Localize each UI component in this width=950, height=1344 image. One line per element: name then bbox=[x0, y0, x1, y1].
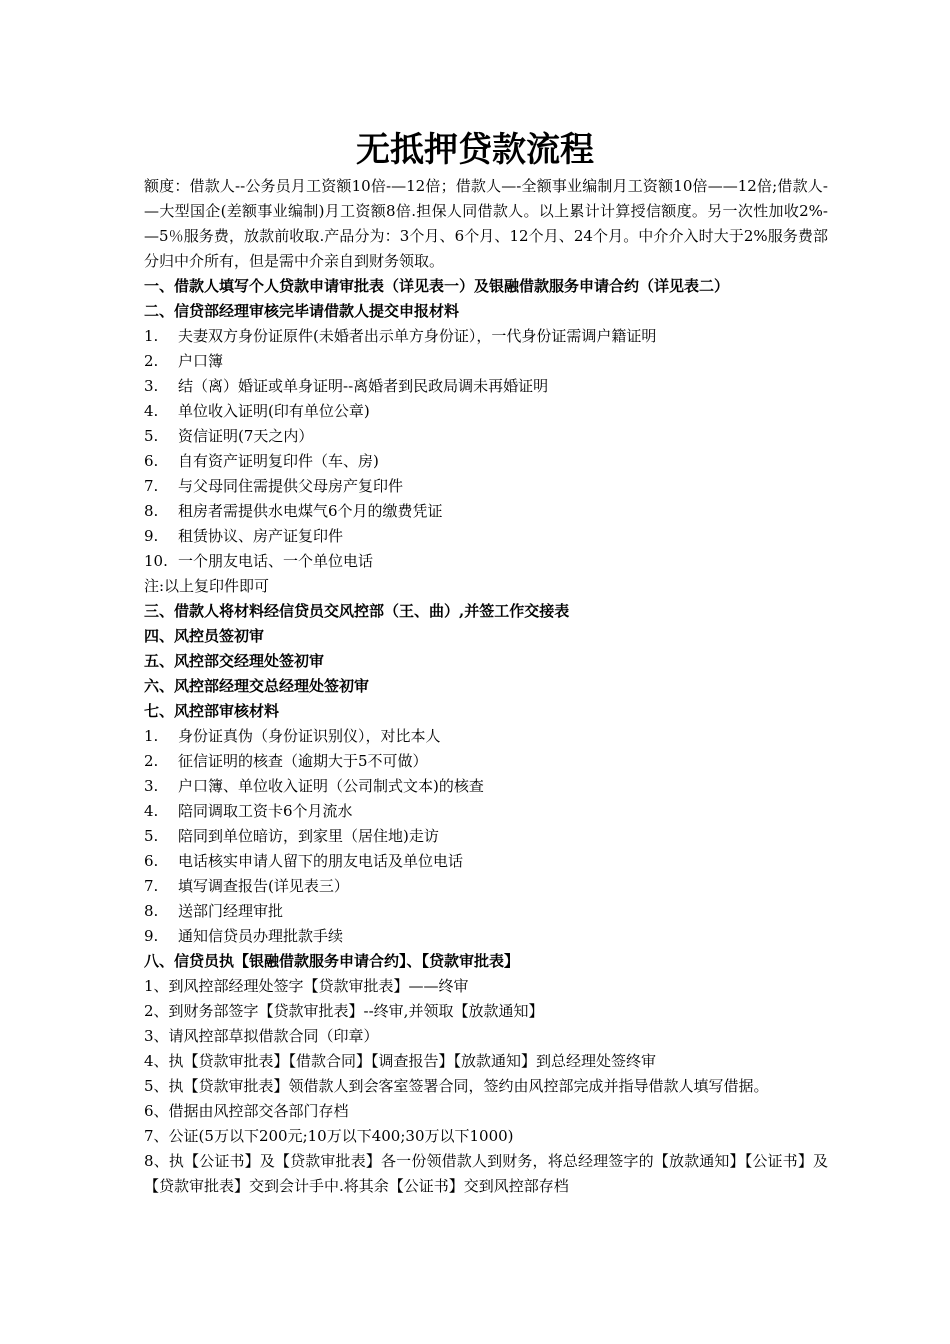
list-item: 5、执【贷款审批表】领借款人到会客室签署合同，签约由风控部完成并指导借款人填写借据。 bbox=[144, 1077, 769, 1095]
item-number: 5. bbox=[144, 427, 159, 445]
item-text: 资信证明(7天之内） bbox=[178, 427, 314, 445]
list-item bbox=[144, 374, 828, 399]
item-number: 6. bbox=[144, 452, 159, 470]
list-item bbox=[144, 474, 828, 499]
item-number: 2. bbox=[144, 752, 159, 770]
list-item: 7、公证(5万以下200元;10万以下400;30万以下1000) bbox=[144, 1127, 514, 1145]
document-body bbox=[144, 174, 828, 1199]
item-number: 8. bbox=[144, 902, 159, 920]
section-heading-5: 五、风控部交经理处签初审 bbox=[144, 652, 325, 670]
list-item: 4、执【贷款审批表】【借款合同】【调查报告】【放款通知】到总经理处签终审 bbox=[144, 1052, 657, 1070]
item-text: 电话核实申请人留下的朋友电话及单位电话 bbox=[178, 852, 464, 870]
document-title: 无抵押贷款流程 bbox=[356, 130, 594, 170]
item-number: 3. bbox=[144, 777, 159, 795]
list-item bbox=[144, 724, 828, 749]
item-number: 1. bbox=[144, 727, 159, 745]
list-item bbox=[144, 874, 828, 899]
item-number: 2. bbox=[144, 352, 159, 370]
item-number: 3. bbox=[144, 377, 159, 395]
list-item: 3、请风控部草拟借款合同（印章） bbox=[144, 1027, 379, 1045]
item-text: 填写调查报告(详见表三） bbox=[178, 877, 349, 895]
item-text: 自有资产证明复印件（车、房) bbox=[178, 452, 379, 470]
list-item: 6、借据由风控部交各部门存档 bbox=[144, 1102, 349, 1120]
item-number: 7. bbox=[144, 477, 159, 495]
materials-list bbox=[144, 324, 828, 574]
item-text: 一个朋友电话、一个单位电话 bbox=[178, 552, 374, 570]
item-number: 1. bbox=[144, 327, 159, 345]
section-heading-4: 四、风控员签初审 bbox=[144, 627, 265, 645]
note: 注:以上复印件即可 bbox=[144, 577, 270, 595]
list-item: 8、执【公证书】及【贷款审批表】各一份领借款人到财务，将总经理签字的【放款通知】【公证书】及【贷款审批表】交到会计手中.将其余【公证书】交到风控部存档 bbox=[144, 1152, 828, 1195]
list-item bbox=[144, 824, 828, 849]
loan-steps-list bbox=[144, 974, 828, 1199]
list-item bbox=[144, 774, 828, 799]
item-number: 5. bbox=[144, 827, 159, 845]
list-item bbox=[144, 549, 828, 574]
list-item bbox=[144, 799, 828, 824]
list-item: 2、到财务部签字【贷款审批表】--终审,并领取【放款通知】 bbox=[144, 1002, 544, 1020]
section-heading-7: 七、风控部审核材料 bbox=[144, 702, 280, 720]
item-text: 身份证真伪（身份证识别仪），对比本人 bbox=[178, 727, 441, 745]
list-item bbox=[144, 749, 828, 774]
section-heading-8: 八、信贷员执【银融借款服务申请合约】、【贷款审批表】 bbox=[144, 952, 520, 970]
list-item: 1、到风控部经理处签字【贷款审批表】——终审 bbox=[144, 977, 469, 995]
list-item bbox=[144, 349, 828, 374]
item-text: 陪同调取工资卡6个月流水 bbox=[178, 802, 353, 820]
list-item bbox=[144, 324, 828, 349]
section-heading-6: 六、风控部经理交总经理处签初审 bbox=[144, 677, 370, 695]
item-text: 陪同到单位暗访，到家里（居住地)走访 bbox=[178, 827, 439, 845]
item-text: 送部门经理审批 bbox=[178, 902, 284, 920]
item-number: 9. bbox=[144, 927, 159, 945]
review-list bbox=[144, 724, 828, 949]
item-number: 4. bbox=[144, 802, 159, 820]
list-item bbox=[144, 399, 828, 424]
section-heading-3: 三、借款人将材料经信贷员交风控部（王、曲）,并签工作交接表 bbox=[144, 602, 570, 620]
item-number: 6. bbox=[144, 852, 159, 870]
item-text: 夫妻双方身份证原件(未婚者出示单方身份证），一代身份证需调户籍证明 bbox=[178, 327, 657, 345]
list-item bbox=[144, 424, 828, 449]
list-item bbox=[144, 849, 828, 874]
item-number: 8. bbox=[144, 502, 159, 520]
item-text: 征信证明的核查（逾期大于5不可做） bbox=[178, 752, 428, 770]
list-item bbox=[144, 449, 828, 474]
intro-paragraph: 额度：借款人--公务员月工资额10倍-—12倍；借款人—-全额事业编制月工资额10倍——12倍;借款人-—大型国企(差额事业编制)月工资额8倍.担保人同借款人。以上累计计算授信额度。另一次性加收2%-—5％服务费，放款前收取.产品分为：3个月、6个月、12个月、24个月。中介介入时大于2%服务费部分归中介所有，但是需中介亲自到财务领取。 bbox=[144, 177, 828, 270]
list-item bbox=[144, 899, 828, 924]
item-text: 单位收入证明(印有单位公章) bbox=[178, 402, 370, 420]
section-heading-1: 一、借款人填写个人贷款申请审批表（详见表一）及银融借款服务申请合约（详见表二） bbox=[144, 277, 730, 295]
item-text: 户口簿 bbox=[178, 352, 224, 370]
list-item bbox=[144, 924, 828, 949]
item-number: 9. bbox=[144, 527, 159, 545]
item-text: 租房者需提供水电煤气6个月的缴费凭证 bbox=[178, 502, 443, 520]
item-text: 户口簿、单位收入证明（公司制式文本)的核查 bbox=[178, 777, 484, 795]
item-text: 通知信贷员办理批款手续 bbox=[178, 927, 344, 945]
list-item bbox=[144, 499, 828, 524]
item-number: 10. bbox=[144, 552, 168, 570]
list-item bbox=[144, 524, 828, 549]
item-number: 7. bbox=[144, 877, 159, 895]
item-text: 与父母同住需提供父母房产复印件 bbox=[178, 477, 404, 495]
item-text: 结（离）婚证或单身证明--离婚者到民政局调未再婚证明 bbox=[178, 377, 549, 395]
item-text: 租赁协议、房产证复印件 bbox=[178, 527, 344, 545]
section-heading-2: 二、信贷部经理审核完毕请借款人提交申报材料 bbox=[144, 302, 460, 320]
item-number: 4. bbox=[144, 402, 159, 420]
